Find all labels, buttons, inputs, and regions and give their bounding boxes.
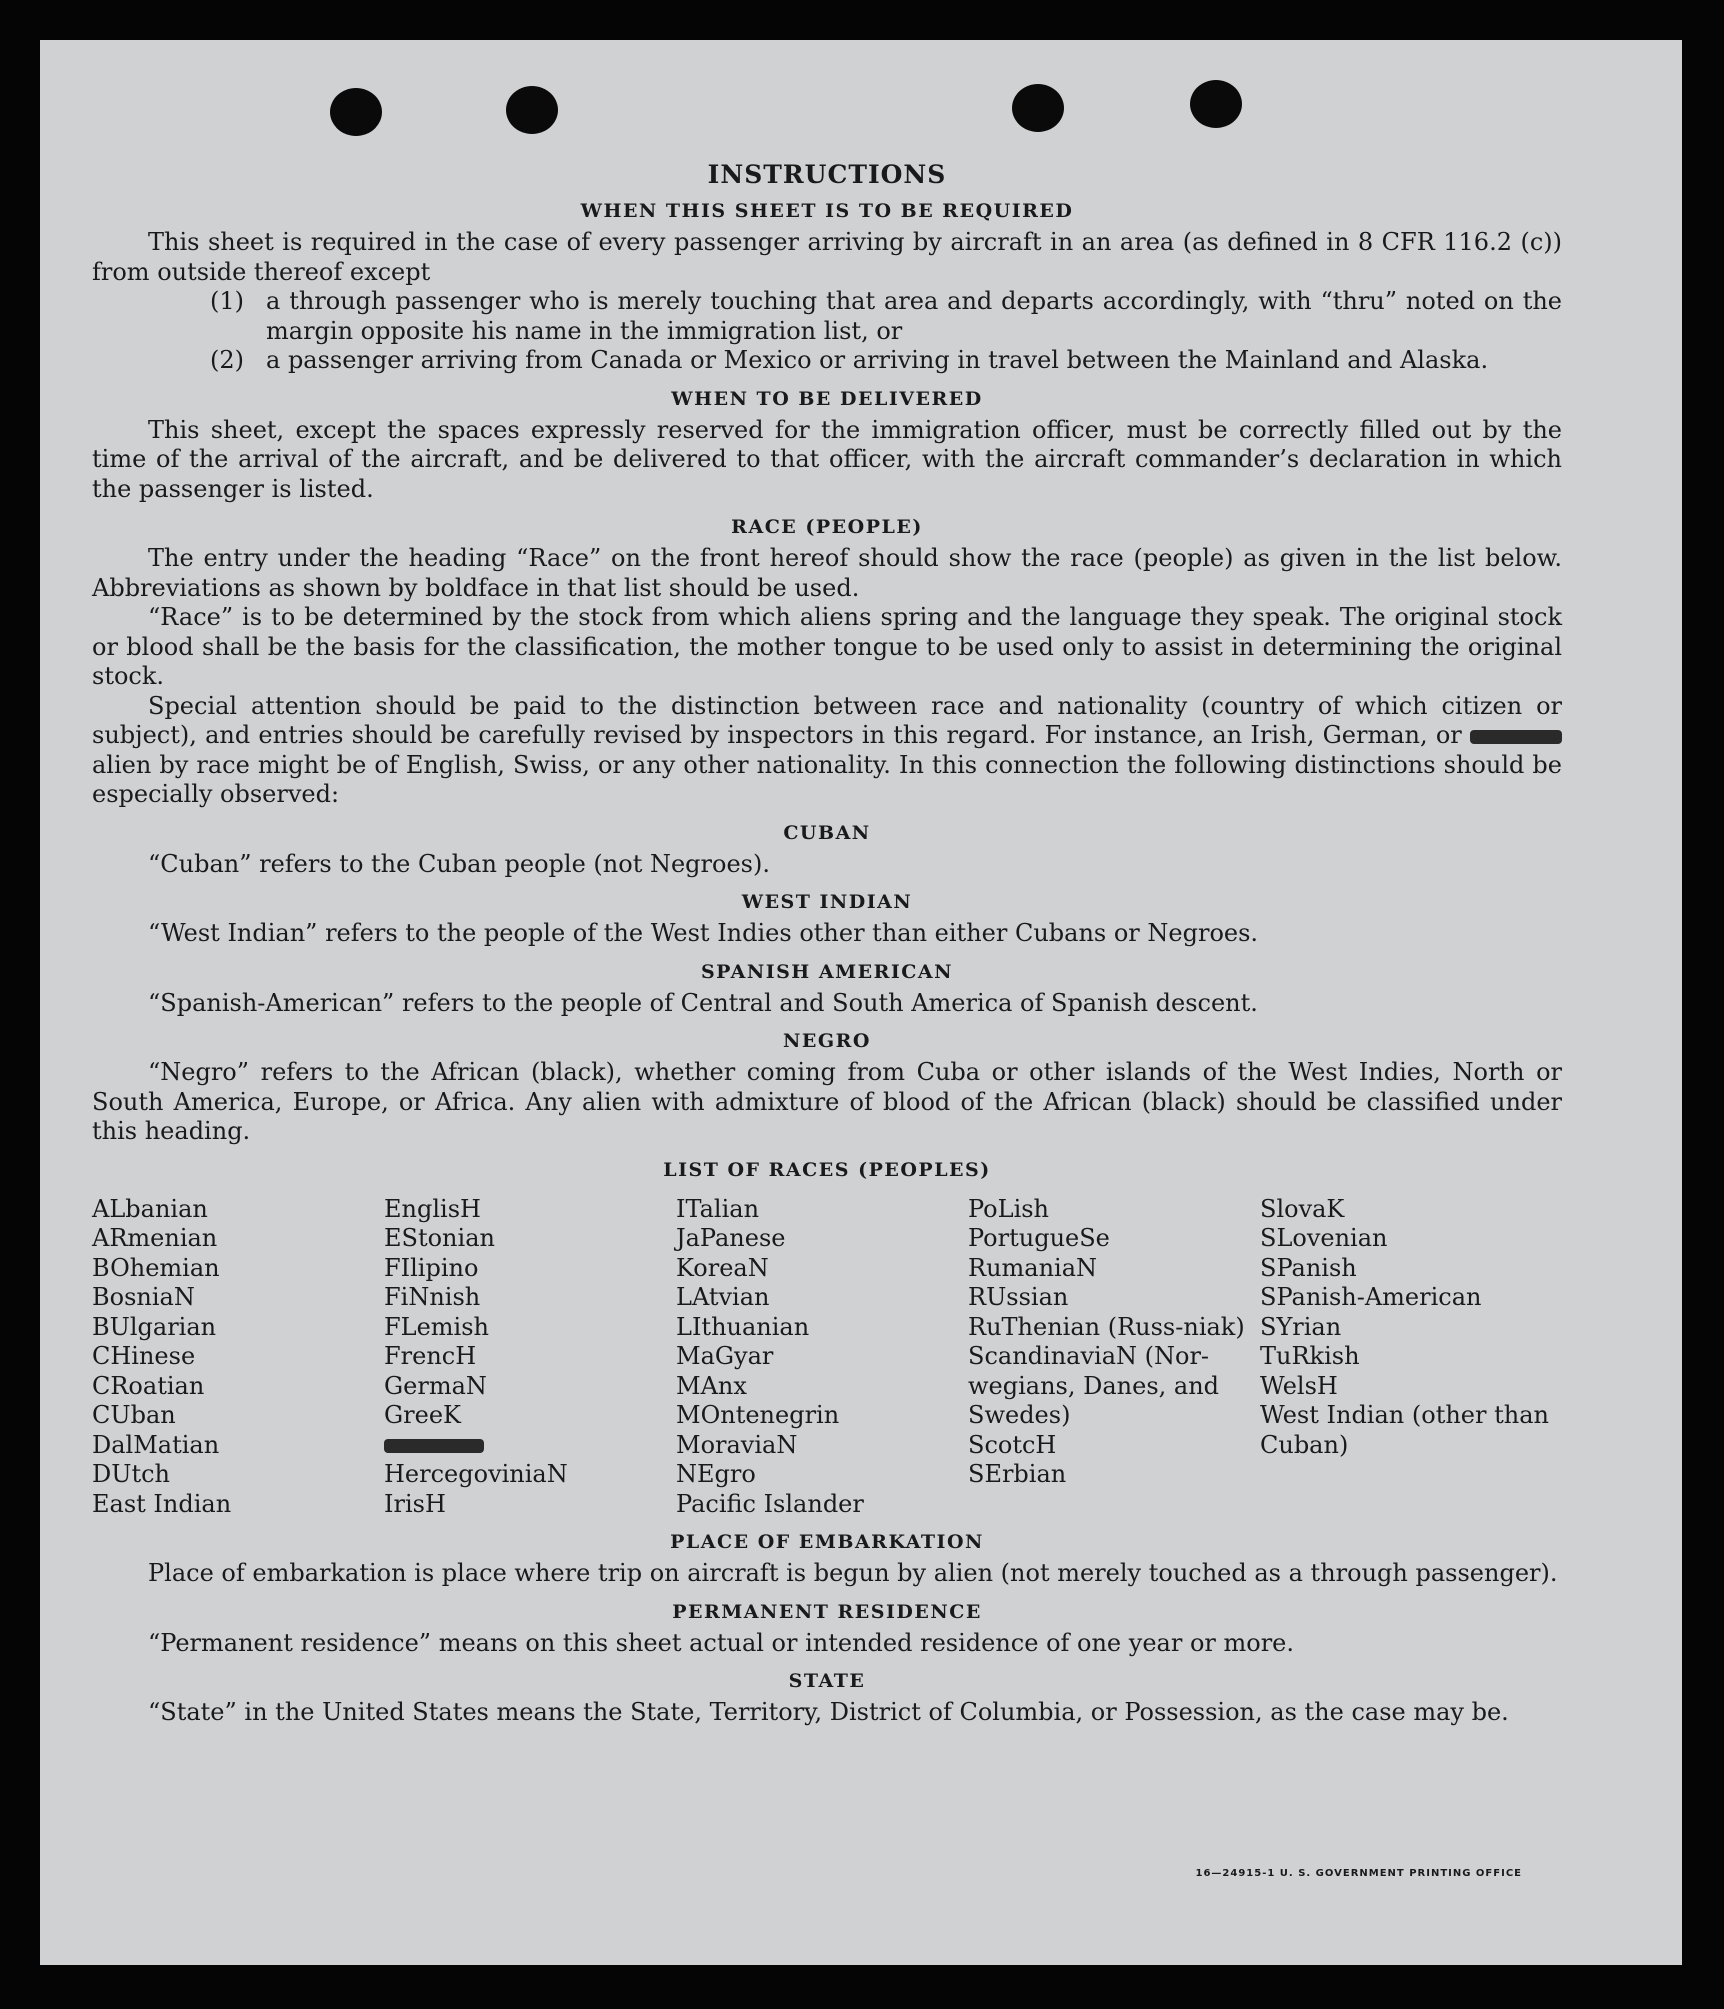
embarkation-text: Place of embarkation is place where trip on aircraft is begun by alien (not merely touched as a through passenger).: [148, 1559, 1558, 1587]
race-item: BOhemian: [92, 1253, 220, 1282]
race-item: LIthuanian: [676, 1312, 810, 1341]
race-item: RUssian: [968, 1283, 1069, 1311]
heading-delivered: WHEN TO BE DELIVERED: [671, 387, 983, 410]
race-item: IrisH: [384, 1489, 446, 1518]
race-item: GreeK: [384, 1401, 461, 1429]
heading-state: STATE: [788, 1670, 866, 1692]
race-item: MoraviaN: [676, 1430, 798, 1459]
race-item-redacted: [384, 1431, 676, 1461]
race-paragraph-2: “Race” is to be determined by the stock from which aliens spring and the language they speak. The original stock or blood shall be the basis for the classification, the mother tongue to be used only to assist in determining the original stock.: [92, 603, 1562, 690]
race-item: ScotcH: [968, 1430, 1057, 1459]
heading-embarkation: PLACE OF EMBARKATION: [670, 1531, 984, 1553]
race-item: TuRkish: [1260, 1342, 1360, 1370]
race-item: WelsH: [1260, 1371, 1338, 1400]
cuban-text: “Cuban” refers to the Cuban people (not Negroes).: [148, 849, 770, 878]
race-item: LAtvian: [676, 1283, 770, 1311]
heading-spanish-american: SPANISH AMERICAN: [700, 960, 954, 983]
heading-required: WHEN THIS SHEET IS TO BE REQUIRED: [580, 200, 1074, 222]
race-item: EStonian: [384, 1224, 495, 1252]
state-text: “State” in the United States means the State, Territory, District of Columbia, or Possession, as the case may be.: [148, 1698, 1509, 1726]
race-item: NEgro: [676, 1460, 756, 1488]
race-item: Pacific Islander: [676, 1489, 864, 1518]
race-item: FrencH: [384, 1342, 477, 1370]
race-item: PoLish: [968, 1194, 1050, 1223]
punch-hole: [506, 86, 558, 134]
races-column: [92, 1195, 384, 1520]
west-indian-text: “West Indian” refers to the people of the West Indies other than either Cubans or Negroes.: [148, 919, 1259, 947]
race-item: CUban: [92, 1401, 176, 1429]
races-column: [968, 1195, 1260, 1520]
heading-negro: NEGRO: [783, 1030, 871, 1052]
redaction-mark: [384, 1439, 484, 1453]
race-item: BUlgarian: [92, 1312, 217, 1341]
negro-text: “Negro” refers to the African (black), whether coming from Cuba or other islands of the West Indies, North or South America, Europe, or Africa. Any alien with admixture of blood of the African (black) should be classified under this heading.: [92, 1058, 1562, 1145]
spanish-american-text: “Spanish-American” refers to the people of Central and South America of Spanish descent.: [148, 988, 1258, 1017]
race-item: JaPanese: [676, 1224, 786, 1252]
race-item: ALbanian: [92, 1194, 208, 1223]
race-item: SYrian: [1260, 1312, 1342, 1341]
races-column: [384, 1195, 676, 1520]
races-column: [676, 1195, 968, 1520]
race-item: SLovenian: [1260, 1224, 1388, 1252]
race-item: East Indian: [92, 1489, 232, 1518]
race-item: RumaniaN: [968, 1253, 1098, 1282]
race-item: DalMatian: [92, 1430, 220, 1459]
heading-cuban: CUBAN: [783, 821, 871, 844]
required-item-1: (1) a through passenger who is merely touching that area and departs accordingly, with “thru” noted on the margin opposite his name in the immigration list, or: [210, 287, 1562, 345]
race-item: FiNnish: [384, 1283, 481, 1311]
heading-race: RACE (PEOPLE): [731, 516, 923, 538]
race-item: CHinese: [92, 1342, 196, 1370]
race-item: SPanish-American: [1260, 1283, 1482, 1311]
heading-west-indian: WEST INDIAN: [741, 891, 913, 913]
race-paragraph-3: Special attention should be paid to the distinction between race and nationality (country of which citizen or subject), and entries should be carefully revised by inspectors in this regard. For instance, an Irish, German, or alien by race might be of English, Swiss, or any other nationality. In this connection the following distinctions should be especially observed:: [92, 691, 1562, 808]
race-item: MOntenegrin: [676, 1401, 840, 1429]
race-item: ITalian: [676, 1194, 760, 1223]
residence-text: “Permanent residence” means on this sheet actual or intended residence of one year or more.: [148, 1628, 1294, 1657]
redaction-mark: [1470, 730, 1562, 744]
race-item: FIlipino: [384, 1253, 479, 1282]
race-item: West Indian (other than Cuban): [1260, 1401, 1549, 1459]
heading-list-of-races: LIST OF RACES (PEOPLES): [663, 1158, 991, 1181]
race-item: SErbian: [968, 1460, 1067, 1488]
race-item: DUtch: [92, 1460, 171, 1488]
race-item: ScandinaviaN (Nor-wegians, Danes, and Swedes): [968, 1342, 1220, 1429]
punch-hole: [330, 88, 382, 136]
printing-office-footer: 16—24915-1 U. S. GOVERNMENT PRINTING OFFICE: [1195, 1868, 1522, 1879]
race-item: MaGyar: [676, 1342, 774, 1370]
document-sheet: [40, 40, 1682, 1965]
page-title: INSTRUCTIONS: [707, 160, 947, 189]
race-item: MAnx: [676, 1371, 747, 1400]
races-column: [1260, 1195, 1552, 1520]
punch-hole: [1190, 80, 1242, 128]
race-item: SPanish: [1260, 1253, 1357, 1282]
race-item: SlovaK: [1260, 1194, 1345, 1223]
race-item: HercegoviniaN: [384, 1460, 568, 1488]
race-item: GermaN: [384, 1371, 487, 1400]
required-intro: This sheet is required in the case of every passenger arriving by aircraft in an area (as defined in 8 CFR 116.2 (c)) from outside thereof except: [92, 228, 1562, 286]
race-paragraph-1: The entry under the heading “Race” on the front hereof should show the race (people) as given in the list below. Abbreviations as shown by boldface in that list should be used.: [92, 544, 1562, 602]
race-item: CRoatian: [92, 1371, 205, 1400]
heading-permanent-residence: PERMANENT RESIDENCE: [672, 1600, 982, 1623]
race-item: KoreaN: [676, 1253, 769, 1282]
race-item: BosniaN: [92, 1283, 195, 1311]
required-item-2: (2) a passenger arriving from Canada or Mexico or arriving in travel between the Mainland and Alaska.: [210, 346, 1489, 374]
races-list: [92, 1195, 1562, 1520]
race-item: PortugueSe: [968, 1224, 1110, 1252]
race-item: ARmenian: [92, 1224, 218, 1252]
race-item: FLemish: [384, 1312, 489, 1341]
punch-hole: [1012, 84, 1064, 132]
race-item: RuThenian (Russ-niak): [968, 1312, 1245, 1341]
delivered-text: This sheet, except the spaces expressly reserved for the immigration officer, must be correctly filled out by the time of the arrival of the aircraft, and be delivered to that officer, with the aircraft commander’s declaration in which the passenger is listed.: [92, 415, 1562, 503]
document-content: [92, 158, 1562, 1728]
race-item: EnglisH: [384, 1194, 481, 1223]
